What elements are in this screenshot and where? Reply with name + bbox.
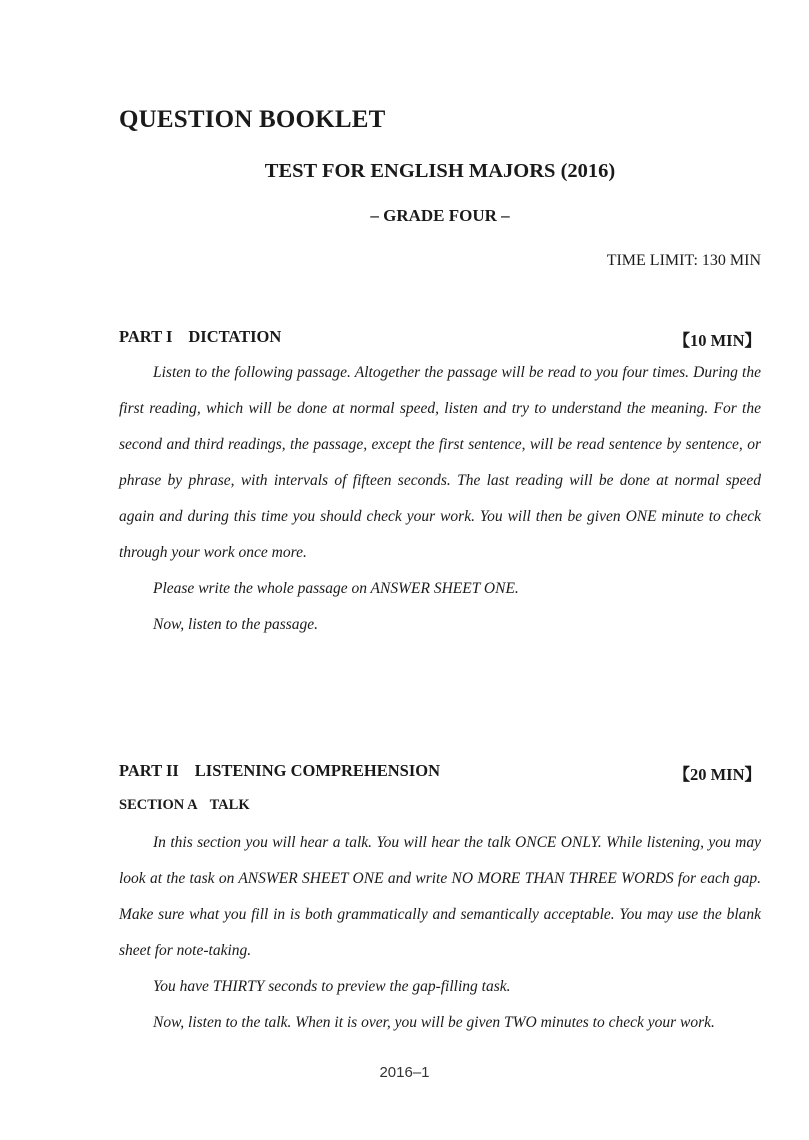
part2-duration: 【20 MIN】: [673, 765, 761, 784]
section-a-preview-note: You have THIRTY seconds to preview the gap-filling task.: [153, 978, 511, 995]
section-a-header: [119, 797, 250, 814]
section-a-title: TALK: [209, 797, 250, 813]
part2-heading: [119, 761, 440, 785]
section-a-number: SECTION A: [119, 797, 198, 813]
part1-title: DICTATION: [188, 327, 282, 346]
part1-instructions: Listen to the following passage. Altogether the passage will be read to you four times. During the first reading, which will be done at normal speed, listen and try to understand the meaning. For the second and third readings, the passage, except the first sentence, will be read sentence by sentence, or phrase by phrase, with intervals of fifteen seconds. The last reading will be done at normal speed again and during this time you should check your work. You will then be given ONE minute to check through your work once more.: [119, 364, 761, 561]
page-number: 2016–1: [379, 1064, 430, 1081]
part2-header: [119, 761, 761, 785]
part1-listen-note: Now, listen to the passage.: [153, 616, 319, 633]
time-limit: TIME LIMIT: 130 MIN: [606, 252, 761, 269]
part1-duration: 【10 MIN】: [673, 331, 761, 350]
section-a-listen-note: Now, listen to the talk. When it is over, you will be given TWO minutes to check your work.: [153, 1014, 715, 1031]
booklet-title: QUESTION BOOKLET: [119, 106, 386, 133]
part1-answer-note: Please write the whole passage on ANSWER SHEET ONE.: [153, 580, 519, 597]
part2-number: PART II: [119, 761, 179, 780]
part1-number: PART I: [119, 327, 173, 346]
grade-label: – GRADE FOUR –: [370, 206, 510, 225]
test-title: TEST FOR ENGLISH MAJORS (2016): [264, 160, 616, 182]
part2-title: LISTENING COMPREHENSION: [194, 761, 441, 780]
part1-heading: [119, 327, 281, 351]
section-a-instructions: In this section you will hear a talk. You will hear the talk ONCE ONLY. While listening, you may look at the task on ANSWER SHEET ONE and write NO MORE THAN THREE WORDS for each gap. Make sure what you fill in is both grammatically and semantically acceptable. You may use the blank sheet for note-taking.: [119, 834, 761, 959]
part1-header: [119, 327, 761, 351]
